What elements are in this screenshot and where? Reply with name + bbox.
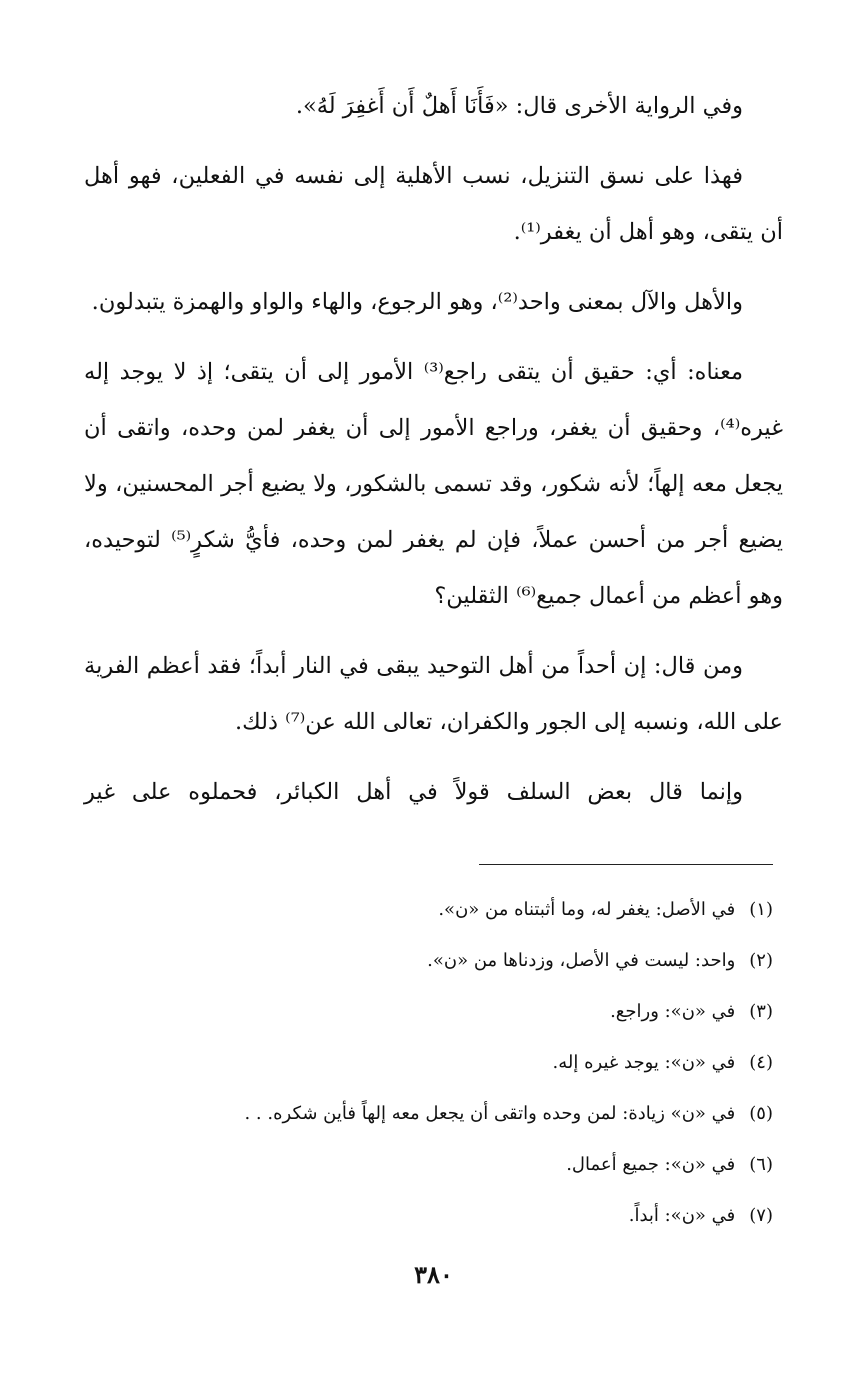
- footnote-number: (٥): [749, 1103, 773, 1124]
- paragraph-3: والأهل والآل بمعنى واحد⁽²⁾، وهو الرجوع، والهاء والواو والهمزة يتبدلون.: [91, 289, 743, 315]
- paragraph-1: وفي الرواية الأخرى قال: «فَأَنَا أَهلٌ أَن أَغفِرَ لَهُ».: [295, 93, 743, 119]
- footnote-text: في «ن»: أبداً.: [628, 1205, 736, 1226]
- footnote-text: في «ن»: يوجد غيره إله.: [552, 1052, 736, 1073]
- footnote-number: (١): [749, 899, 773, 920]
- footnote-number: (٤): [749, 1052, 773, 1073]
- page-number: ٣٨٠: [414, 1260, 453, 1289]
- footnote-number: (٣): [749, 1001, 773, 1022]
- paragraph-4: معناه: أي: حقيق أن يتقى راجع⁽³⁾ الأمور إلى أن يتقى؛ إذ لا يوجد إله غيره⁽⁴⁾، وحقيق أن يغفر، وراجع الأمور إلى أن يغفر لمن وحده، واتقى أن يجعل معه إلهاً؛ لأنه شكور، وقد تسمى بالشكور، ولا يضيع أجر المحسنين، ولا يضيع أجر من أحسن عملاً، فإن لم يغفر لمن وحده، فأيُّ شكرٍ⁽⁵⁾ لتوحيده، وهو أعظم من أعمال جميع⁽⁶⁾ الثقلين؟: [84, 359, 784, 609]
- footnote-text: في «ن»: وراجع.: [610, 1001, 736, 1022]
- footnote: [84, 1037, 773, 1088]
- footnote: [84, 1190, 773, 1241]
- footnote: [84, 1139, 773, 1190]
- main-text: [84, 78, 783, 834]
- footnote: [84, 884, 773, 935]
- footnote-text: واحد: ليست في الأصل، وزدناها من «ن».: [427, 950, 736, 971]
- footnote-separator: [479, 864, 773, 865]
- paragraph-6: وإنما قال بعض السلف قولاً في أهل الكبائر، فحملوه على غير: [84, 779, 743, 805]
- footnote-text: في «ن» زيادة: لمن وحده واتقى أن يجعل معه إلهاً فأين شكره. . .: [244, 1103, 736, 1124]
- footnotes: [84, 884, 773, 1241]
- footnote-text: في الأصل: يغفر له، وما أثبتناه من «ن».: [438, 899, 736, 920]
- paragraph-5: ومن قال: إن أحداً من أهل التوحيد يبقى في النار أبداً؛ فقد أعظم الفرية على الله، ونسبه إلى الجور والكفران، تعالى الله عن⁽⁷⁾ ذلك.: [84, 653, 783, 735]
- footnote-number: (٦): [749, 1154, 773, 1175]
- footnote: [84, 935, 773, 986]
- footnote-text: في «ن»: جميع أعمال.: [566, 1154, 736, 1175]
- footnote-number: (٢): [749, 950, 773, 971]
- footnote: [84, 986, 773, 1037]
- footnote: [84, 1088, 773, 1139]
- paragraph-2: فهذا على نسق التنزيل، نسب الأهلية إلى نفسه في الفعلين، فهو أهل أن يتقى، وهو أهل أن يغفر⁽¹⁾.: [84, 163, 783, 245]
- footnote-number: (٧): [749, 1205, 773, 1226]
